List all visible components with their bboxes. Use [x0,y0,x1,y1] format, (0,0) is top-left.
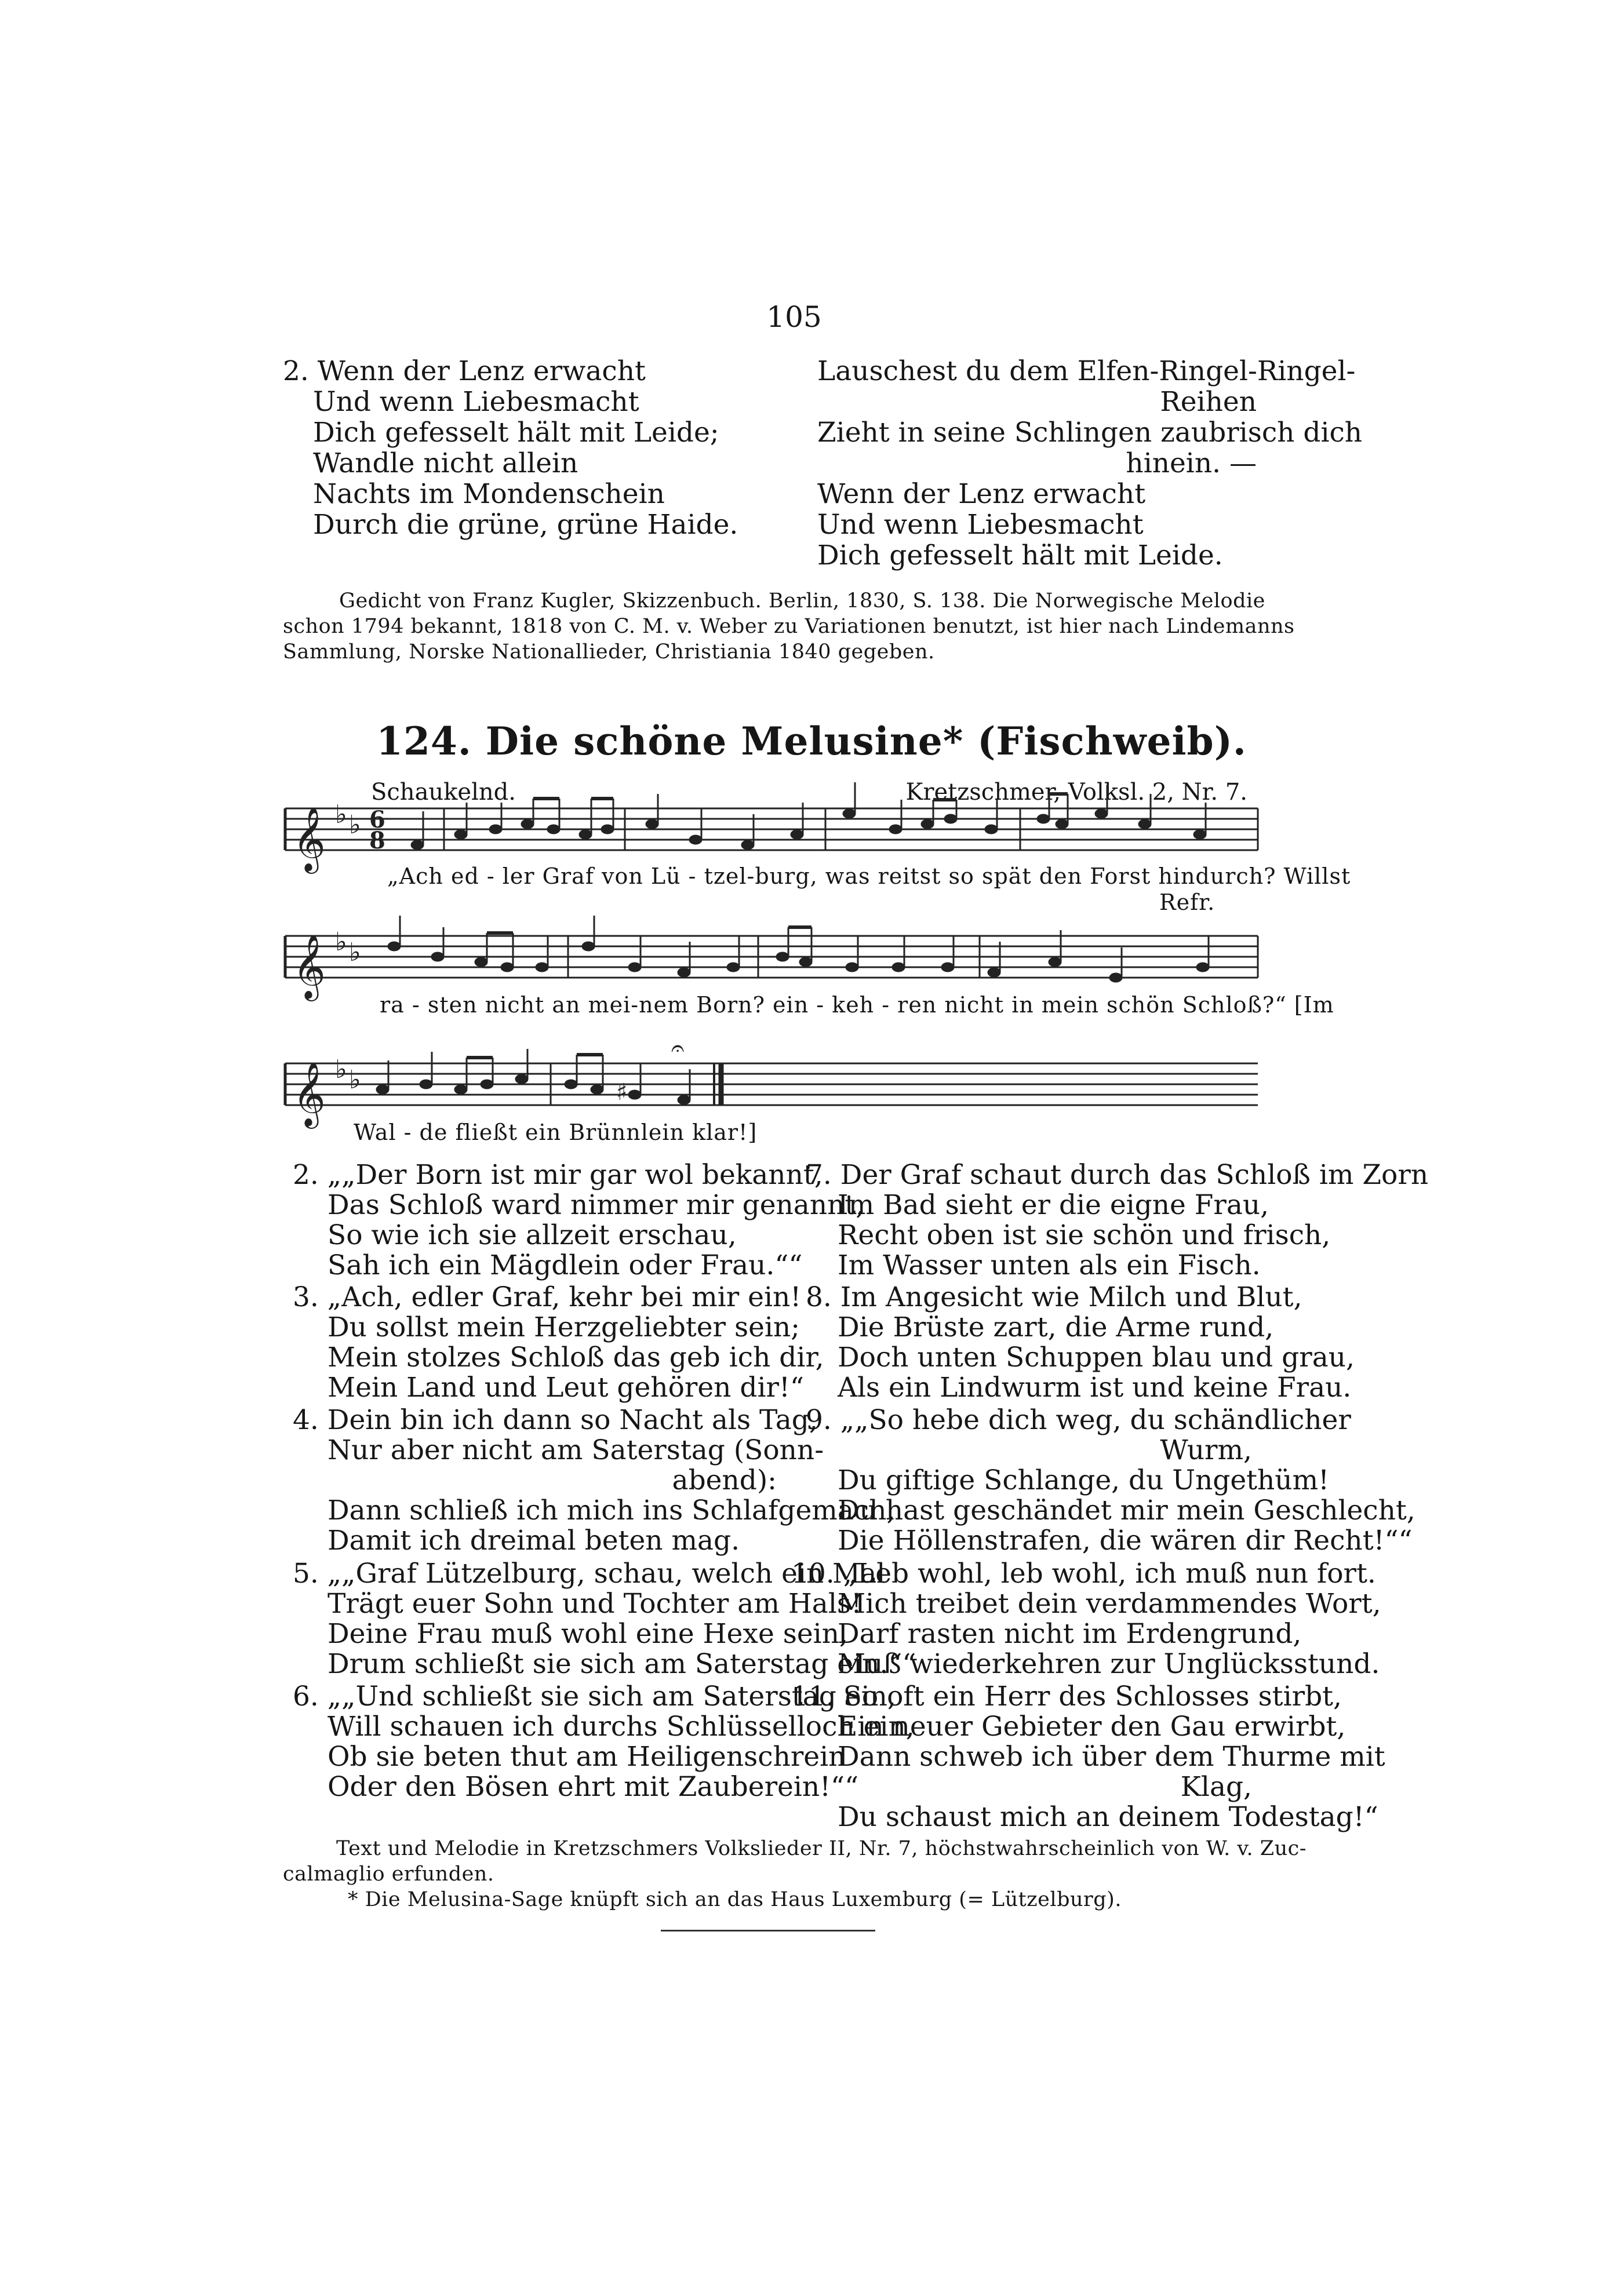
verse-line: Drum schließt sie sich am Saterstag ein.““ [327,1648,916,1680]
flat-icon: ♭ [349,810,361,840]
verse-line: 7. Der Graf schaut durch das Schloß im Zorn [806,1159,1429,1191]
tempo-marking: Schaukelnd. [371,779,516,806]
verse-line: Sah ich ein Mägdlein oder Frau.““ [327,1249,803,1281]
page-number: 105 [766,300,822,334]
flat-icon: ♭ [335,927,347,957]
notes-staff-2 [388,916,1209,982]
verse-line: Du giftige Schlange, du Ungethüm! [838,1464,1330,1496]
verse-line: Mein stolzes Schloß das geb ich dir, [327,1342,824,1373]
verse-line: Ob sie beten thut am Heiligenschrein [327,1741,846,1773]
verse-line: Dich gefesselt hält mit Leide. [817,540,1223,571]
footnote-line: * Die Melusina-Sage knüpft sich an das Haus Luxemburg (= Lützelburg). [348,1888,1122,1911]
verse-line: Durch die grüne, grüne Haide. [313,509,738,541]
song-title: 124. Die schöne Melusine* (Fischweib). [376,719,1247,764]
verse-line: Trägt euer Sohn und Tochter am Hals! [327,1588,862,1620]
verse-line: Und wenn Liebesmacht [817,509,1144,541]
verse-line: Deine Frau muß wohl eine Hexe sein, [327,1618,848,1650]
verse-line: 4. Dein bin ich dann so Nacht als Tag, [293,1404,818,1436]
verse-line: Das Schloß ward nimmer mir genannt, [327,1189,865,1221]
verse-line: 2. „„Der Born ist mir gar wol bekannt, [293,1159,823,1191]
verse-line: Nur aber nicht am Saterstag (Sonn- [327,1434,824,1466]
verse-line: Mich treibet dein verdammendes Wort, [838,1588,1381,1620]
treble-clef-icon: 𝄞 [293,1061,326,1126]
verse-line: abend): [672,1464,777,1496]
verse-line: Dann schließ ich mich ins Schlafgemach, [327,1495,896,1526]
verse-line: Wandle nicht allein [313,447,578,479]
verse-line: Lauschest du dem Elfen-Ringel-Ringel- [817,355,1356,387]
verse-line: Die Brüste zart, die Arme rund, [838,1311,1274,1343]
lyrics-line-3: Wal - de fließt ein Brünnlein klar!] [354,1120,758,1145]
note-line: schon 1794 bekannt, 1818 von C. M. v. Weber zu Variationen benutzt, ist hier nach Lindemanns [283,615,1295,638]
verse-line: Wurm, [1160,1434,1252,1466]
sharp-icon: ♯ [616,1079,628,1106]
time-signature-bottom: 8 [369,827,385,854]
footnote-line: calmaglio erfunden. [283,1863,494,1886]
divider [661,1930,875,1931]
footnote-line: Text und Melodie in Kretzschmers Volkslieder II, Nr. 7, höchstwahrscheinlich von W. v. Zuc- [336,1837,1307,1860]
treble-clef-icon: 𝄞 [293,806,326,871]
note-line: Sammlung, Norske Nationallieder, Christiania 1840 gegeben. [283,640,935,664]
notes-staff-3 [377,1049,690,1104]
verse-line: 2. Wenn der Lenz erwacht [283,355,646,387]
verse-line: Im Wasser unten als ein Fisch. [838,1249,1261,1281]
flat-icon: ♭ [335,800,347,829]
treble-clef-icon: 𝄞 [293,934,326,998]
verse-line: Damit ich dreimal beten mag. [327,1525,740,1557]
time-signature-top: 6 [369,806,385,833]
verse-line: hinein. — [1126,447,1257,479]
verse-line: Darf rasten nicht im Erdengrund, [838,1618,1302,1650]
refrain-label: Refr. [1159,890,1216,915]
verse-line: Muß wiederkehren zur Unglücksstund. [838,1648,1380,1680]
verse-line: Im Bad sieht er die eigne Frau, [838,1189,1269,1221]
verse-line: Und wenn Liebesmacht [313,386,639,418]
verse-line: 11. So oft ein Herr des Schlosses stirbt, [791,1681,1342,1712]
verse-line: Mein Land und Leut gehören dir!“ [327,1372,804,1404]
verse-line: Ein neuer Gebieter den Gau erwirbt, [838,1711,1346,1743]
verse-line: 3. „Ach, edler Graf, kehr bei mir ein! [293,1281,802,1313]
verse-line: Du sollst mein Herzgeliebter sein; [327,1311,800,1343]
flat-icon: ♭ [349,1065,361,1095]
verse-line: Klag, [1180,1771,1252,1803]
flat-icon: ♭ [335,1055,347,1084]
verse-line: Nachts im Mondenschein [313,478,665,510]
note-line: Gedicht von Franz Kugler, Skizzenbuch. Berlin, 1830, S. 138. Die Norwegische Melodie [339,589,1265,613]
verse-line: Dich gefesselt hält mit Leide; [313,417,719,449]
verse-line: Du schaust mich an deinem Todestag!“ [838,1801,1378,1833]
verse-line: So wie ich sie allzeit erschau, [327,1219,737,1251]
verse-line: Zieht in seine Schlingen zaubrisch dich [817,417,1363,449]
lyrics-line-2: ra - sten nicht an mei-nem Born? ein - keh - ren nicht in mein schön Schloß?“ [Im [380,992,1334,1018]
fermata-icon: 𝄐 [671,1035,685,1062]
verse-line: Oder den Bösen ehrt mit Zauberein!““ [327,1771,859,1803]
verse-line: 6. „„Und schließt sie sich am Saterstag ein, [293,1681,896,1712]
verse-line: Recht oben ist sie schön und frisch, [838,1219,1331,1251]
verse-line: 5. „„Graf Lützelburg, schau, welch ein Mal [293,1558,886,1590]
verse-line: Als ein Lindwurm ist und keine Frau. [838,1372,1352,1404]
melody-source: Kretzschmer, Volksl. 2, Nr. 7. [905,779,1247,806]
verse-line: 9. „„So hebe dich weg, du schändlicher [806,1404,1351,1436]
lyrics-line-1: „Ach ed - ler Graf von Lü - tzel-burg, was reitst so spät den Forst hindurch? Willst [387,863,1351,889]
verse-line: Reihen [1160,386,1257,418]
verse-line: Die Höllenstrafen, die wären dir Recht!““ [838,1525,1413,1557]
verse-line: 8. Im Angesicht wie Milch und Blut, [806,1281,1302,1313]
verse-line: Will schauen ich durchs Schlüsselloch ein, [327,1711,915,1743]
verse-line: Dann schweb ich über dem Thurme mit [838,1741,1385,1773]
verse-line: 10. „Leb wohl, leb wohl, ich muß nun fort. [791,1558,1376,1590]
flat-icon: ♭ [349,938,361,967]
staff-1 [285,808,1258,850]
verse-line: Doch unten Schuppen blau und grau, [838,1342,1355,1373]
verse-line: Du hast geschändet mir mein Geschlecht, [838,1495,1415,1526]
verse-line: Wenn der Lenz erwacht [817,478,1146,510]
